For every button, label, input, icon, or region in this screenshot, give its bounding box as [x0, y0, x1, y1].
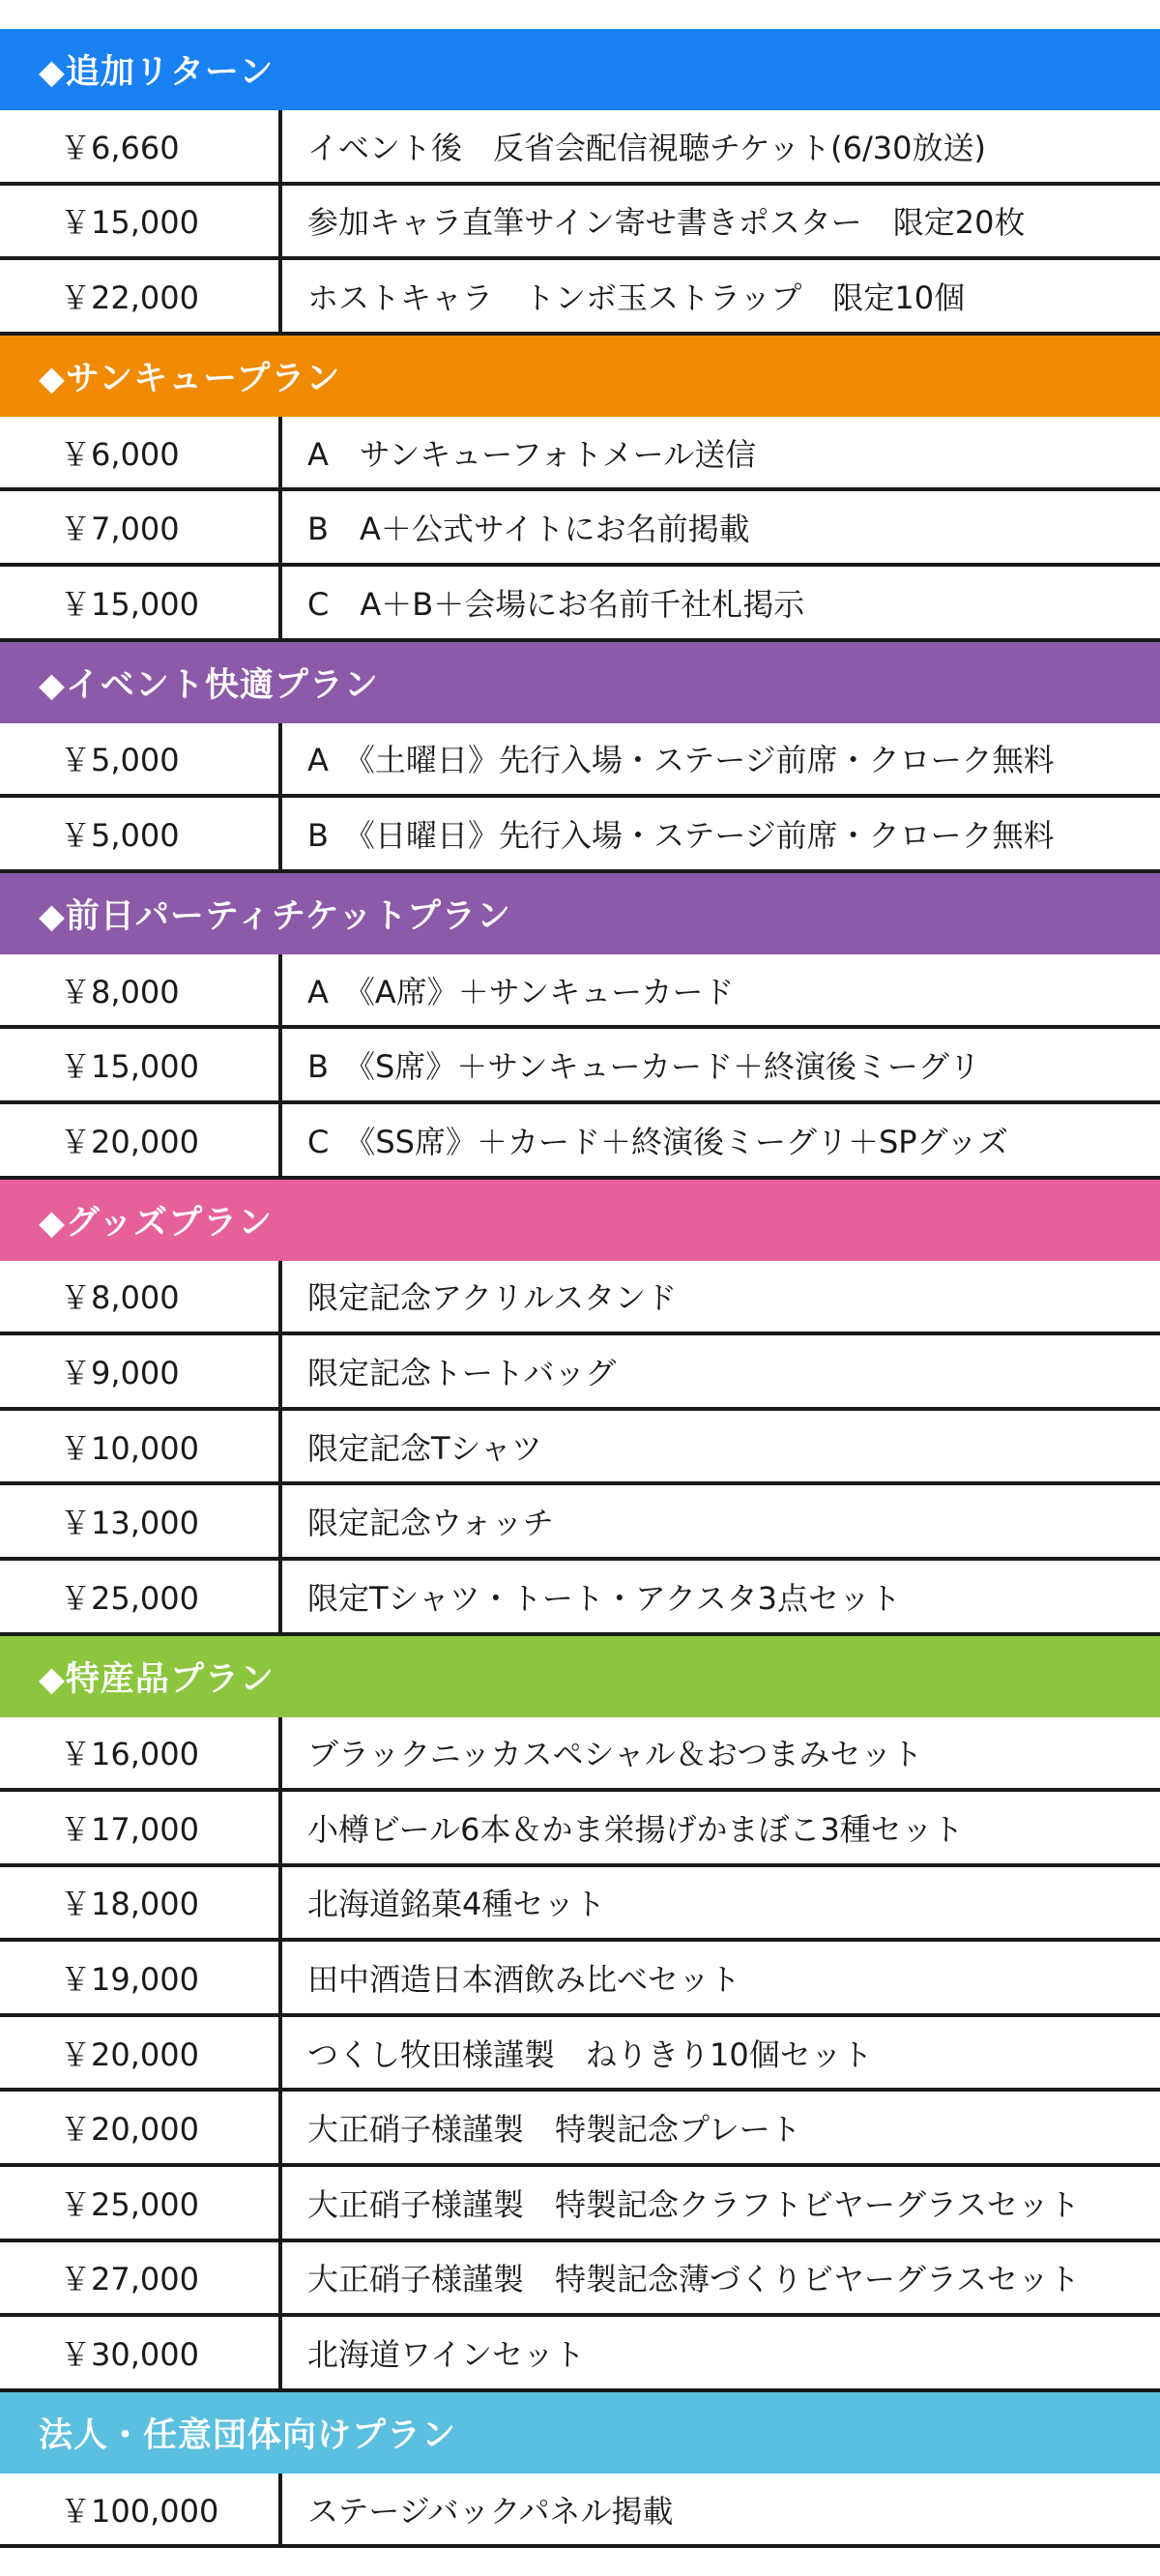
- plan-price: ￥22,000: [0, 260, 282, 332]
- plan-row: [0, 186, 1160, 261]
- plan-description: つくし牧田様謹製 ねりきり10個セット: [307, 2035, 873, 2073]
- plan-description: 限定記念アクリルスタンド: [307, 1279, 678, 1317]
- plan-price: ￥25,000: [0, 2167, 282, 2239]
- plan-row: [0, 2242, 1160, 2318]
- plan-price: ￥15,000: [0, 1029, 282, 1100]
- section-0: [0, 29, 1160, 336]
- plan-row: [0, 260, 1160, 336]
- plan-description: イベント後 反省会配信視聴チケット(6/30放送): [307, 129, 986, 166]
- plan-row: [0, 1411, 1160, 1486]
- plan-price: ￥18,000: [0, 1867, 282, 1939]
- plan-price: ￥100,000: [0, 2474, 282, 2545]
- plan-price: ￥6,660: [0, 110, 282, 182]
- plan-description: 大正硝子様謹製 特製記念プレート: [307, 2111, 801, 2149]
- plan-price: ￥17,000: [0, 1792, 282, 1863]
- plan-row: [0, 2474, 1160, 2549]
- section-6: [0, 2392, 1160, 2549]
- plan-row: [0, 1942, 1160, 2017]
- plan-description: A サンキューフォトメール送信: [307, 435, 757, 473]
- plan-price: ￥6,000: [0, 417, 282, 488]
- plan-description: B 《S席》＋サンキューカード＋終演後ミーグリ: [307, 1048, 981, 1086]
- section-header: ◆グッズプラン: [0, 1180, 1160, 1261]
- section-header: ◆特産品プラン: [0, 1636, 1160, 1717]
- plan-row: [0, 954, 1160, 1030]
- plan-description: 大正硝子様謹製 特製記念クラフトビヤーグラスセット: [307, 2185, 1081, 2223]
- plan-row: [0, 1261, 1160, 1336]
- plan-price: ￥19,000: [0, 1942, 282, 2013]
- plan-description: 参加キャラ直筆サイン寄せ書きポスター 限定20枚: [307, 204, 1026, 242]
- plan-price: ￥7,000: [0, 491, 282, 563]
- plan-description: C 《SS席》＋カード＋終演後ミーグリ＋SPグッズ: [307, 1123, 1008, 1160]
- plan-row: [0, 2317, 1160, 2392]
- plan-price: ￥30,000: [0, 2317, 282, 2388]
- section-3: [0, 873, 1160, 1180]
- plan-price: ￥8,000: [0, 954, 282, 1026]
- section-header: 法人・任意団体向けプラン: [0, 2392, 1160, 2474]
- plan-price: ￥10,000: [0, 1411, 282, 1482]
- plan-description: 限定記念Tシャツ: [307, 1429, 542, 1467]
- plan-row: [0, 491, 1160, 567]
- plan-price: ￥27,000: [0, 2242, 282, 2314]
- section-header: ◆前日パーティチケットプラン: [0, 873, 1160, 954]
- plan-price: ￥5,000: [0, 723, 282, 795]
- section-5: [0, 1636, 1160, 2392]
- plan-row: [0, 1485, 1160, 1561]
- plan-row: [0, 1867, 1160, 1943]
- plan-description: B A＋公式サイトにお名前掲載: [307, 511, 750, 548]
- plan-description: 田中酒造日本酒飲み比べセット: [307, 1961, 741, 1999]
- plan-description: ブラックニッカスペシャル＆おつまみセット: [307, 1736, 923, 1773]
- plan-row: [0, 2167, 1160, 2242]
- plan-description: 北海道ワインセット: [307, 2336, 586, 2374]
- plan-description: 限定記念ウォッチ: [307, 1505, 554, 1542]
- plan-row: [0, 2017, 1160, 2093]
- plan-row: [0, 1561, 1160, 1636]
- plan-description: 限定記念トートバッグ: [307, 1354, 617, 1391]
- plan-description: A 《土曜日》先行入場・ステージ前席・クローク無料: [307, 742, 1055, 779]
- plan-description: 大正硝子様謹製 特製記念薄づくりビヤーグラスセット: [307, 2261, 1081, 2298]
- plan-row: [0, 417, 1160, 492]
- plan-description: ホストキャラ トンボ玉ストラップ 限定10個: [307, 278, 966, 316]
- plan-price: ￥5,000: [0, 798, 282, 869]
- plan-description: ステージバックパネル掲載: [307, 2492, 674, 2530]
- plan-description: 限定Tシャツ・トート・アクスタ3点セット: [307, 1579, 901, 1617]
- plan-price: ￥8,000: [0, 1261, 282, 1332]
- section-header: ◆イベント快適プラン: [0, 642, 1160, 723]
- plan-row: [0, 1335, 1160, 1411]
- plan-row: [0, 110, 1160, 186]
- plan-row: [0, 1792, 1160, 1867]
- section-header: ◆追加リターン: [0, 29, 1160, 110]
- section-header: ◆サンキュープラン: [0, 336, 1160, 417]
- plan-row: [0, 2092, 1160, 2167]
- plan-price: ￥20,000: [0, 2017, 282, 2089]
- plan-row: [0, 1717, 1160, 1793]
- plan-price: ￥20,000: [0, 1104, 282, 1176]
- plan-price: ￥15,000: [0, 567, 282, 638]
- plan-description: A 《A席》＋サンキューカード: [307, 973, 735, 1010]
- plan-row: [0, 798, 1160, 873]
- plan-price: ￥9,000: [0, 1335, 282, 1407]
- section-2: [0, 642, 1160, 873]
- plan-price: ￥15,000: [0, 186, 282, 257]
- plan-row: [0, 1104, 1160, 1180]
- plan-description: B 《日曜日》先行入場・ステージ前席・クローク無料: [307, 816, 1055, 854]
- section-1: [0, 336, 1160, 642]
- plan-row: [0, 1029, 1160, 1104]
- plan-price: ￥16,000: [0, 1717, 282, 1789]
- plan-row: [0, 567, 1160, 642]
- plan-price: ￥25,000: [0, 1561, 282, 1632]
- plan-row: [0, 723, 1160, 799]
- plan-description: 北海道銘菓4種セット: [307, 1886, 606, 1923]
- plan-price: ￥20,000: [0, 2092, 282, 2163]
- section-4: [0, 1180, 1160, 1636]
- plan-description: C A＋B＋会場にお名前千社札掲示: [307, 585, 805, 623]
- plan-description: 小樽ビール6本＆かま栄揚げかまぼこ3種セット: [307, 1810, 964, 1848]
- plan-price: ￥13,000: [0, 1485, 282, 1557]
